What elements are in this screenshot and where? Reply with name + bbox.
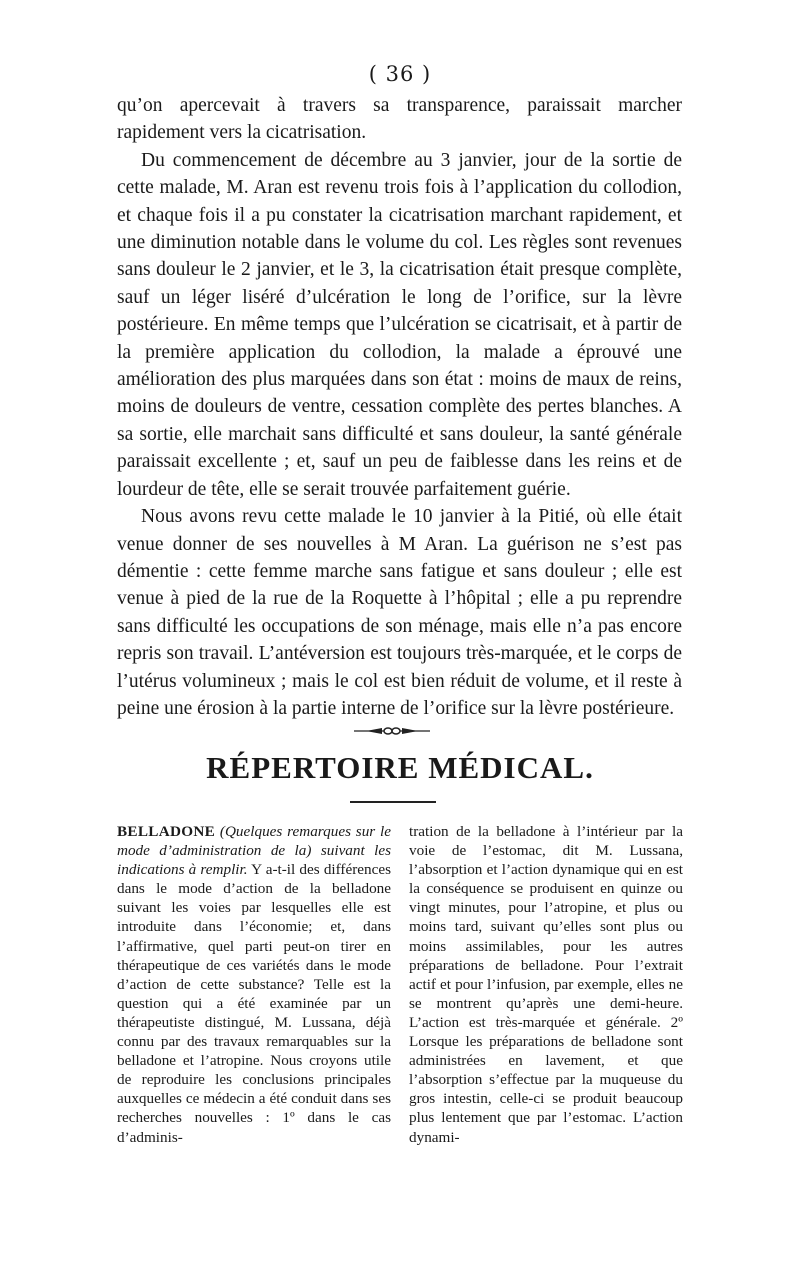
paragraph-continuation: qu’on apercevait à travers sa transparence, paraissait marcher rapidement vers la cicatrisation. — [117, 95, 682, 144]
right-column — [409, 822, 683, 1147]
title-rule — [350, 801, 436, 803]
left-column — [117, 822, 391, 1147]
paragraph-january: Nous avons revu cette malade le 10 janvier à la Pitié, où elle était venue donner de ses nouvelles à M Aran. La guérison ne s’est pas démentie : cette femme marche sans fatigue et sans douleur ; elle est venue à pied de la rue de la Roquette à l’hôpital ; elle a pu reprendre sans difficulté les occupations de son ménage, mais elle n’a pas encore repris son travail. L’antéversion est toujours très-marquée, et le corps de l’utérus volumineux ; mais le col est bien réduit de volume, et il reste à peine une érosion à la partie interne de l’orifice sur la lèvre postérieure. — [117, 506, 682, 719]
right-column-body: tration de la belladone à l’intérieur par la voie de l’estomac, dit M. Lussana, l’absorption et l’action dynamique qui en est la conséquence se produisent en quinze ou vingt minutes, pour l’atropine, et plus ou moins tard, suivant qu’elles sont plus ou moins assimilables, pour les autres préparations de belladone. Pour l’extrait actif et pour l’infusion, par exemple, elles ne se montrent qu’après une demi-heure. L’action est très-marquée et générale. 2º Lorsque les préparations de belladone sont administrées en lavement, et que l’absorption s’effectue par la muqueuse du gros intestin, celle-ci se produit beaucoup plus lentement que par l’estomac. L’action dynami- — [409, 823, 683, 1146]
continued-text-block — [117, 92, 682, 722]
left-column-paragraph — [117, 822, 391, 1147]
entry-subtitle: (Quelques remarques sur le mode d’administration de la) suivant les indications à remplir. — [117, 823, 391, 879]
paragraph-december: Du commencement de décembre au 3 janvier, jour de la sortie de cette malade, M. Aran est revenu trois fois à l’application du collodion, et chaque fois il a pu constater la cicatrisation marchant rapidement, et une diminution notable dans le volume du col. Les règles sont revenues sans douleur le 2 janvier, et le 3, la cicatrisation était presque complète, sauf un léger liséré d’ulcération le long de l’orifice, sur la lèvre postérieure. En même temps que l’ulcération se cicatrisait, et à partir de la première application du collodion, la malade a éprouvé une amélioration des plus marquées dans son état : moins de maux de reins, moins de douleurs de ventre, cessation complète des pertes blanches. A sa sortie, elle marchait sans difficulté et sans douleur, la santé générale paraissait excellente ; et, sauf un peu de faiblesse dans les reins et de lourdeur de tête, elle se serait trouvée parfaitement guérie. — [117, 149, 682, 500]
ornament-divider-icon — [352, 725, 432, 737]
page-number: ( 36 ) — [368, 62, 432, 86]
left-column-body: Y a-t-il des différences dans le mode d’action de la belladone suivant les voies par lesquelles elle est introduite dans l’économie; et, dans l’affirmative, quel parti peut-on tirer en thérapeutique de ces variétés dans le mode d’action de cette substance? Telle est la question qui a été examinée par un thérapeutiste distingué, M. Lussana, déjà connu par des travaux remarquables sur la belladone et l’atropine. Nous croyons utile de reproduire les conclusions principales auxquelles ce médecin a été conduit dans ses recherches nouvelles : 1º dans le cas d’adminis- — [117, 861, 392, 1146]
entry-heading: BELLADONE — [117, 823, 216, 840]
section-title: RÉPERTOIRE MÉDICAL. — [206, 750, 594, 785]
